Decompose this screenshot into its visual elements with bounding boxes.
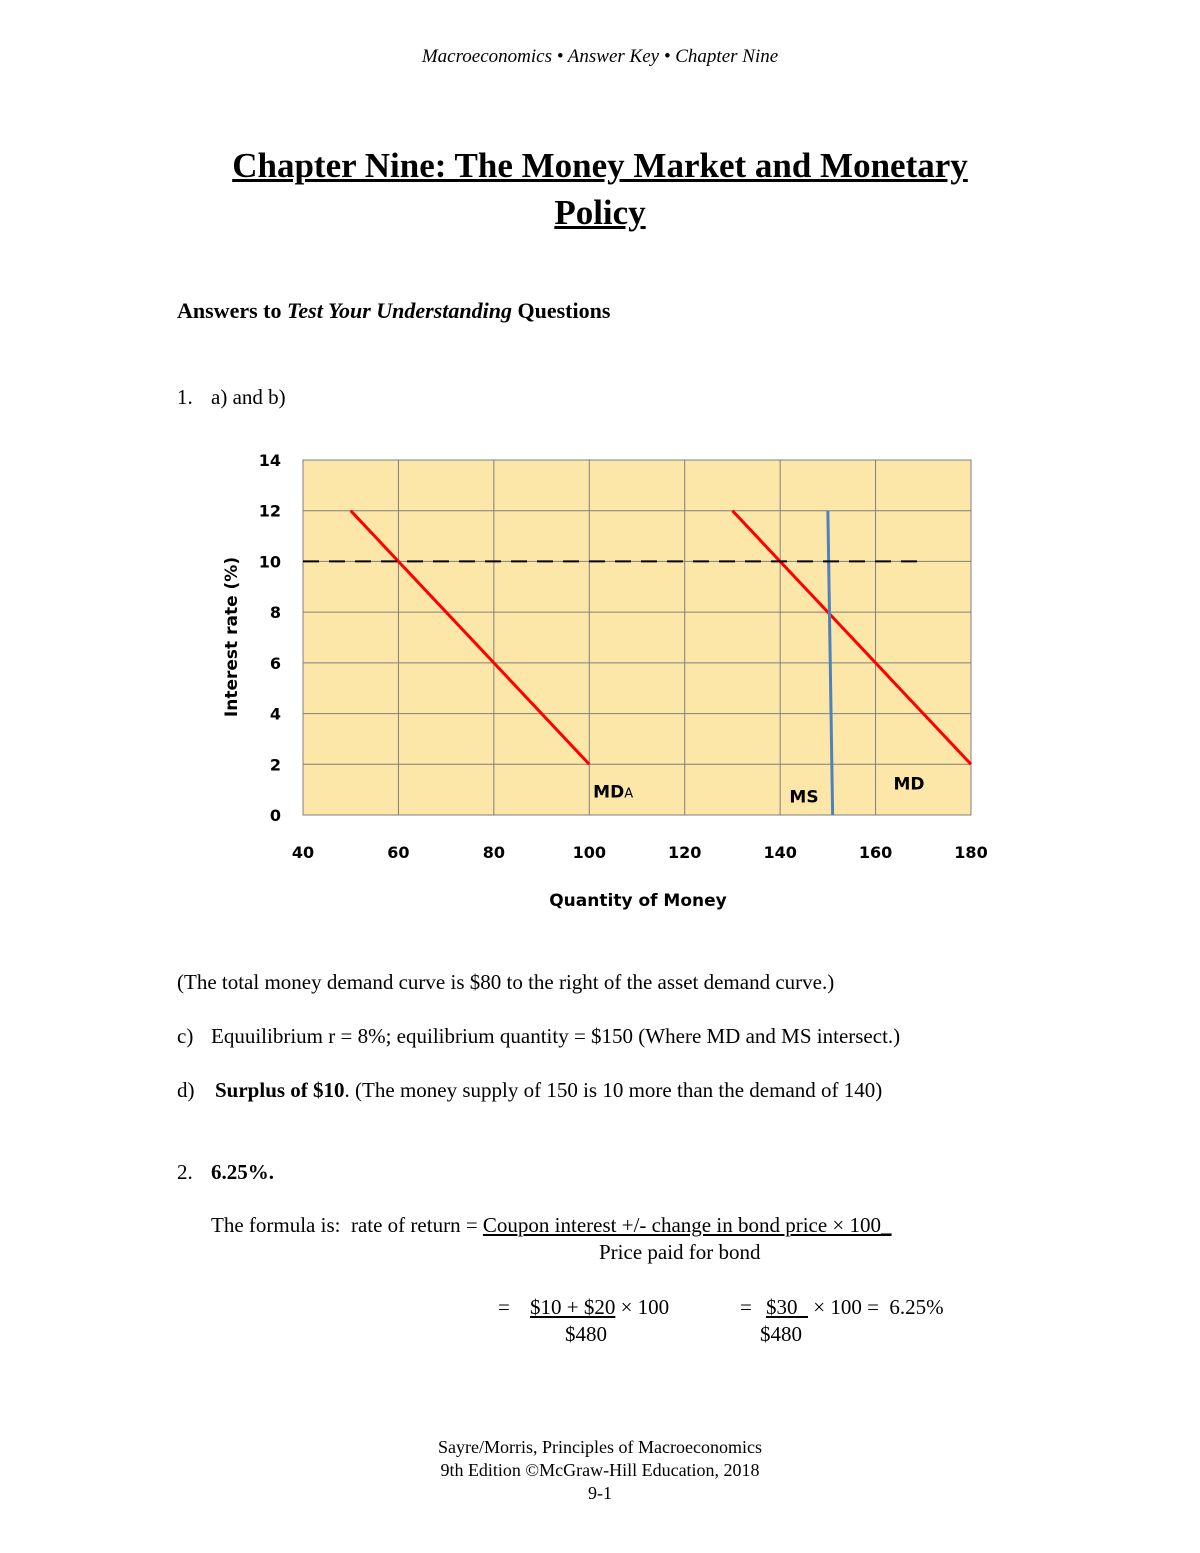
calc-2-multiplier: × 100 = 6.25% — [808, 1295, 944, 1319]
plot-background — [303, 460, 971, 815]
x-tick-label: 180 — [954, 843, 988, 862]
question-1d-bold: Surplus of $10 — [215, 1078, 345, 1102]
footer — [0, 1436, 1200, 1505]
x-tick-label: 140 — [763, 843, 797, 862]
footer-page-number: 9-1 — [588, 1483, 612, 1503]
calc-1-numerator: $10 + $20 — [530, 1295, 616, 1319]
question-2-answer: 6.25%. — [211, 1160, 274, 1184]
x-tick-label: 100 — [572, 843, 606, 862]
calc-1-denominator: $480 — [565, 1322, 607, 1346]
page-title — [150, 142, 1050, 236]
x-tick-label: 60 — [387, 843, 410, 862]
money-market-chart — [185, 440, 1005, 920]
curve-label-md: MD — [893, 774, 925, 795]
x-tick-label: 40 — [291, 843, 315, 862]
footer-line-2: 9th Edition ©McGraw-Hill Education, 2018 — [440, 1460, 760, 1480]
calc-1-line — [530, 1295, 669, 1320]
page-title-line-2: Policy — [554, 193, 646, 232]
y-tick-labels — [259, 451, 281, 825]
y-axis-label: Interest rate (%) — [222, 556, 242, 718]
x-tick-label: 80 — [482, 843, 505, 862]
formula-denominator: Price paid for bond — [599, 1240, 761, 1264]
curve-label-md-a: MDA — [593, 782, 634, 803]
calc-2-line — [766, 1295, 944, 1320]
plot-area — [303, 460, 971, 815]
section-heading-suffix: Questions — [511, 298, 611, 323]
calc-1-multiplier: × 100 — [620, 1295, 670, 1319]
question-2-number: 2. — [177, 1160, 193, 1184]
calc-equals-1: = — [498, 1295, 510, 1319]
x-tick-label: 160 — [858, 843, 893, 862]
x-tick-label: 120 — [668, 843, 702, 862]
question-1d-label: d) — [177, 1078, 195, 1102]
question-1c-text: Equuilibrium r = 8%; equilibrium quantity = $150 (Where MD and MS intersect.) — [211, 1024, 901, 1048]
y-tick-label: 14 — [258, 451, 281, 470]
footer-line-1: Sayre/Morris, Principles of Macroeconomics — [438, 1437, 762, 1457]
y-tick-label: 10 — [258, 552, 281, 572]
calc-2-denominator: $480 — [760, 1322, 802, 1346]
y-tick-label: 12 — [258, 501, 281, 521]
y-tick-label: 6 — [269, 653, 281, 673]
question-1d-text — [215, 1078, 882, 1103]
calc-2-numerator: $30 — [766, 1295, 798, 1319]
section-heading-prefix: Answers to — [177, 298, 287, 323]
question-1-parts: a) and b) — [211, 385, 286, 409]
curve-label-subscript: A — [624, 786, 634, 802]
y-tick-label: 8 — [269, 603, 281, 623]
y-tick-label: 2 — [269, 755, 281, 775]
page-title-line-1: Chapter Nine: The Money Market and Monetary — [232, 146, 968, 185]
question-1-note: (The total money demand curve is $80 to the right of the asset demand curve.) — [177, 970, 835, 994]
question-1-number: 1. — [177, 385, 193, 409]
calc-equals-2: = — [740, 1295, 752, 1319]
y-tick-label: 4 — [269, 704, 281, 724]
formula-intro: The formula is: rate of return = — [211, 1213, 483, 1237]
y-tick-label: 0 — [269, 806, 281, 825]
question-1d-rest: . (The money supply of 150 is 10 more than the demand of 140) — [344, 1078, 883, 1102]
curve-label-ms: MS — [789, 787, 819, 808]
x-axis-label: Quantity of Money — [549, 891, 727, 911]
section-heading — [177, 298, 610, 324]
x-tick-labels — [292, 843, 988, 862]
formula-line — [211, 1213, 892, 1238]
running-header: Macroeconomics • Answer Key • Chapter Nine — [421, 46, 779, 67]
question-1c-label: c) — [177, 1024, 194, 1048]
section-heading-italic: Test Your Understanding — [287, 298, 512, 323]
formula-numerator: Coupon interest +/- change in bond price × 100_ — [482, 1213, 892, 1237]
